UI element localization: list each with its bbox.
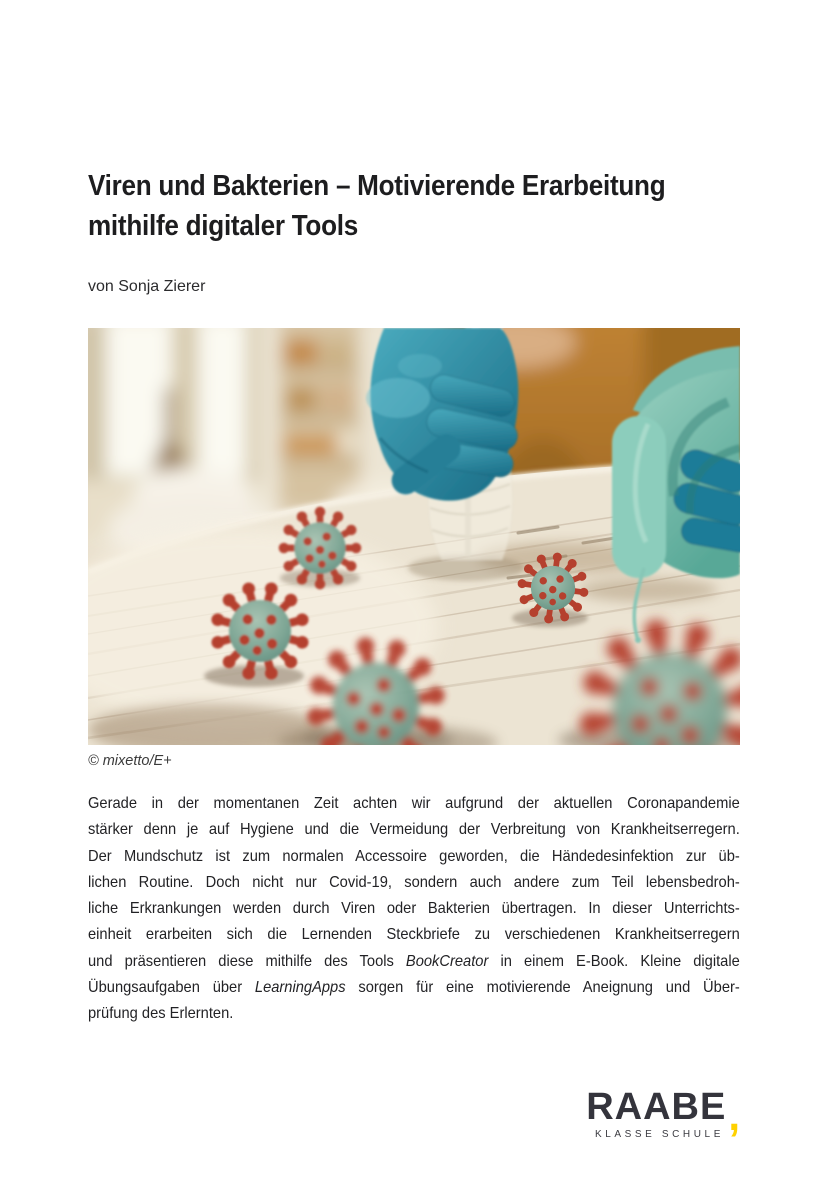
paragraph-text: liche Erkrankungen werden durch Viren oder Bakterien übertragen. In dieser Unterrichts- [88,900,740,918]
tool-name-italic: BookCreator [405,952,489,970]
raabe-logo-tagline: KLASSE SCHULE [594,1129,724,1140]
paragraph-text: und präsentieren diese mithilfe des Tools [88,952,406,970]
paragraph-text: sorgen für eine motivierende Aneignung und Über- [345,979,740,997]
article-photo [88,328,740,745]
paragraph-line [88,1001,740,1027]
paragraph-text: Der Mundschutz ist zum normalen Accessoire geworden, die Händedesinfektion zur üb- [88,847,740,865]
paragraph-text: in einem E-Book. Kleine digitale [488,952,740,970]
page-title [88,166,730,246]
paragraph-text: prüfung des Erlernten. [88,1005,234,1023]
paragraph-line [88,870,740,896]
author-line: von Sonja Zierer [88,278,206,295]
paragraph-line [88,975,740,1001]
paragraph-text: einheit erarbeiten sich die Lernenden Steckbriefe zu verschiedenen Krankheitserregern [88,926,740,944]
paragraph-line [88,817,740,843]
paragraph-text: stärker denn je auf Hygiene und die Vermeidung der Verbreitung von Krankheitserregern. [88,821,740,839]
raabe-logo-text: RAABE [586,1086,727,1128]
tool-name-italic: LearningApps [254,979,346,997]
page-title-line-2: mithilfe digitaler Tools [88,210,359,242]
paragraph-line [88,949,740,975]
paragraph-text: Gerade in der momentanen Zeit achten wir aufgrund der aktuellen Coronapandemie [88,795,740,812]
paragraph-text: lichen Routine. Doch nicht nur Covid-19, sondern auch andere zum Teil lebensbedroh- [88,873,740,891]
paragraph-line [88,791,740,817]
photo-illustration [88,328,740,745]
intro-paragraph [88,791,740,1028]
raabe-logo [586,1088,740,1140]
page-content [88,0,740,1197]
photo-credit: © mixetto/E+ [88,753,172,769]
paragraph-line [88,844,740,870]
paragraph-text: Übungsaufgaben über [88,979,255,997]
paragraph-line [88,922,740,948]
raabe-logo-comma-icon: , [728,1092,740,1139]
page-title-line-1: Viren und Bakterien – Motivierende Erarbeitung [88,170,666,202]
paragraph-line [88,896,740,922]
